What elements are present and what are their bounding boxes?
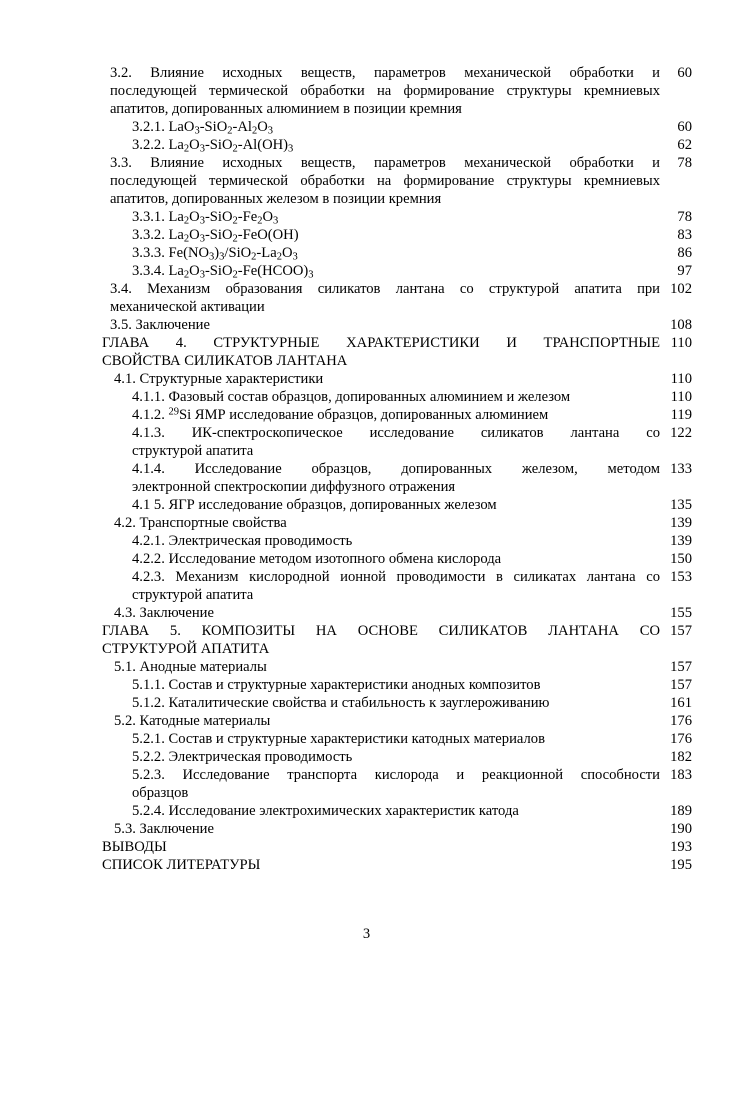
toc-conclusions [102,838,692,856]
toc-entry-3-3-2 [102,226,692,244]
toc-page-number: 183 [670,767,692,783]
toc-page-number: 60 [677,119,692,135]
toc-text-line: СТРУКТУРОЙ АПАТИТА [102,641,270,657]
toc-page-number: 157 [670,677,692,693]
toc-entry-5-1 [102,658,692,676]
toc-text: 5.2.1. Состав и структурные характеристики катодных материалов [132,731,545,747]
toc-page-number: 83 [677,227,692,243]
toc-page-number: 190 [670,821,692,837]
toc-page-number: 110 [670,371,692,387]
toc-text-line: последующей термической обработки на формирование структуры кремниевых [110,83,660,99]
toc-entry-3-2-1 [102,118,692,136]
toc-page-number: 157 [670,623,692,639]
toc-page-number: 110 [670,335,692,351]
toc-entry-3-4 [102,280,692,316]
page-number: 3 [362,926,371,942]
toc-text: 4.2.2. Исследование методом изотопного обмена кислорода [132,551,502,567]
toc-text-line: структурой апатита [132,443,254,459]
toc-entry-5-2-3 [102,766,692,802]
toc-text-line: 4.1.4. Исследование образцов, допированных железом, методом [132,461,660,477]
toc-entry-3-5 [102,316,692,334]
toc-text: 3.2.1. $LaO_3-SiO_2-Al_2O_3$ [132,119,274,137]
toc-text-line: 5.2.3. Исследование транспорта кислорода и реакционной способности [132,767,660,783]
toc-entry-5-2-1 [102,730,692,748]
toc-text-line: 3.3. Влияние исходных веществ, параметров механической обработки и [110,155,660,171]
toc-text: 3.3.4. $La_2O_3-SiO_2-Fe(HCOO)_3$ [132,263,314,281]
toc-entry-5-1-2 [102,694,692,712]
toc-text: 4.2.1. Электрическая проводимость [132,533,353,549]
toc-entry-4-1-3 [102,424,692,460]
toc-text-line: образцов [132,785,189,801]
toc-text-line: 4.2.3. Механизм кислородной ионной проводимости в силикатах лантана со [132,569,660,585]
toc-text: 4.1.1. Фазовый состав образцов, допированных алюминием и железом [132,389,571,405]
toc-entry-4-1 [102,370,692,388]
toc-text: 4.1 5. ЯГР исследование образцов, допированных железом [132,497,497,513]
toc-references [102,856,692,874]
toc-entry-4-1-2 [102,406,692,424]
toc-page-number: 122 [670,425,692,441]
toc-page-number: 176 [670,731,692,747]
toc-page-number: 161 [670,695,692,711]
toc-entry-5-1-1 [102,676,692,694]
toc-page-number: 135 [670,497,692,513]
toc-text-line: ГЛАВА 4. СТРУКТУРНЫЕ ХАРАКТЕРИСТИКИ И ТРАНСПОРТНЫЕ [102,335,660,351]
toc-page-number: 157 [670,659,692,675]
toc-page-number: 62 [677,137,692,153]
toc-entry-5-2 [102,712,692,730]
toc-text: 4.1.2. $^{29}$Si ЯМР исследование образцов, допированных алюминием [132,406,549,423]
toc-entry-5-2-2 [102,748,692,766]
toc-text-line: механической активации [110,299,265,315]
toc-text: 4.3. Заключение [114,605,214,621]
toc-text: 3.3.2. $La_2O_3-SiO_2-FeO(OH)$ [132,227,299,245]
toc-entry-3-3-3 [102,244,692,262]
toc-entry-4-2 [102,514,692,532]
toc-entry-5-2-4 [102,802,692,820]
toc-entry-4-1-5 [102,496,692,514]
toc-text: 5.1. Анодные материалы [114,659,267,675]
toc-text-line: последующей термической обработки на формирование структуры кремниевых [110,173,660,189]
toc-entry-3-2 [102,64,692,118]
toc-entry-3-3-1 [102,208,692,226]
toc-page-number: 86 [677,245,692,261]
toc-entry-3-3-4 [102,262,692,280]
toc-chapter-5 [102,622,692,658]
toc-entry-3-3 [102,154,692,208]
toc-text: 4.1. Структурные характеристики [114,371,324,387]
toc-chapter-4 [102,334,692,370]
toc-page-number: 150 [670,551,692,567]
toc-page-number: 108 [670,317,692,333]
toc-entry-4-1-4 [102,460,692,496]
toc-page-number: 193 [670,839,692,855]
toc-text-line: апатитов, допированных железом в позиции кремния [110,191,442,207]
toc-entry-5-3 [102,820,692,838]
toc-text: 5.2.4. Исследование электрохимических характеристик катода [132,803,519,819]
toc-text: 3.3.1. $La_2O_3-SiO_2-Fe_2O_3$ [132,209,279,227]
toc-text-line: 3.4. Механизм образования силикатов лантана со структурой апатита при [110,281,660,297]
toc-page-number: 189 [670,803,692,819]
toc-text: 5.2. Катодные материалы [114,713,271,729]
toc-entry-4-3 [102,604,692,622]
toc-page-number: 97 [677,263,692,279]
toc-page-number: 176 [670,713,692,729]
toc-entry-4-2-3 [102,568,692,604]
toc-text: ВЫВОДЫ [102,839,167,855]
toc-page-number: 153 [670,569,692,585]
toc-entry-4-1-1 [102,388,692,406]
toc-text-line: структурой апатита [132,587,254,603]
toc-page-number: 133 [670,461,692,477]
toc-text: СПИСОК ЛИТЕРАТУРЫ [102,857,261,873]
toc-text: 5.1.1. Состав и структурные характеристики анодных композитов [132,677,541,693]
toc-entry-4-2-2 [102,550,692,568]
toc-page-number: 139 [670,515,692,531]
toc-page-number: 195 [670,857,692,873]
toc-text-line: ГЛАВА 5. КОМПОЗИТЫ НА ОСНОВЕ СИЛИКАТОВ ЛАНТАНА СО [102,623,660,639]
toc-page-number: 60 [677,65,692,81]
toc-page-number: 182 [670,749,692,765]
toc-text: 3.3.3. $Fe(NO_3)_3/SiO_2-La_2O_3$ [132,245,298,263]
toc-text-line: 4.1.3. ИК-спектроскопическое исследование силикатов лантана со [132,425,660,441]
toc-text-line: 3.2. Влияние исходных веществ, параметров механической обработки и [110,65,660,81]
toc-entry-3-2-2 [102,136,692,154]
toc-text-line: апатитов, допированных алюминием в позиции кремния [110,101,462,117]
toc-text-line: СВОЙСТВА СИЛИКАТОВ ЛАНТАНА [102,353,348,369]
toc-text: 3.5. Заключение [110,317,210,333]
toc-text: 3.2.2. $La_2O_3-SiO_2-Al(OH)_3$ [132,137,294,155]
toc-page-number: 102 [670,281,692,297]
toc-entry-4-2-1 [102,532,692,550]
toc-text: 5.3. Заключение [114,821,214,837]
toc-page-number: 139 [670,533,692,549]
toc-page-number: 155 [670,605,692,621]
toc-page-number: 78 [677,209,692,225]
table-of-contents [102,64,692,874]
toc-text: 4.2. Транспортные свойства [114,515,287,531]
toc-page-number: 110 [670,389,692,405]
toc-text-line: электронной спектроскопии диффузного отражения [132,479,456,495]
toc-page-number: 78 [677,155,692,171]
toc-text: 5.2.2. Электрическая проводимость [132,749,353,765]
toc-text: 5.1.2. Каталитические свойства и стабильность к зауглероживанию [132,695,550,711]
toc-page-number: 119 [670,407,692,423]
